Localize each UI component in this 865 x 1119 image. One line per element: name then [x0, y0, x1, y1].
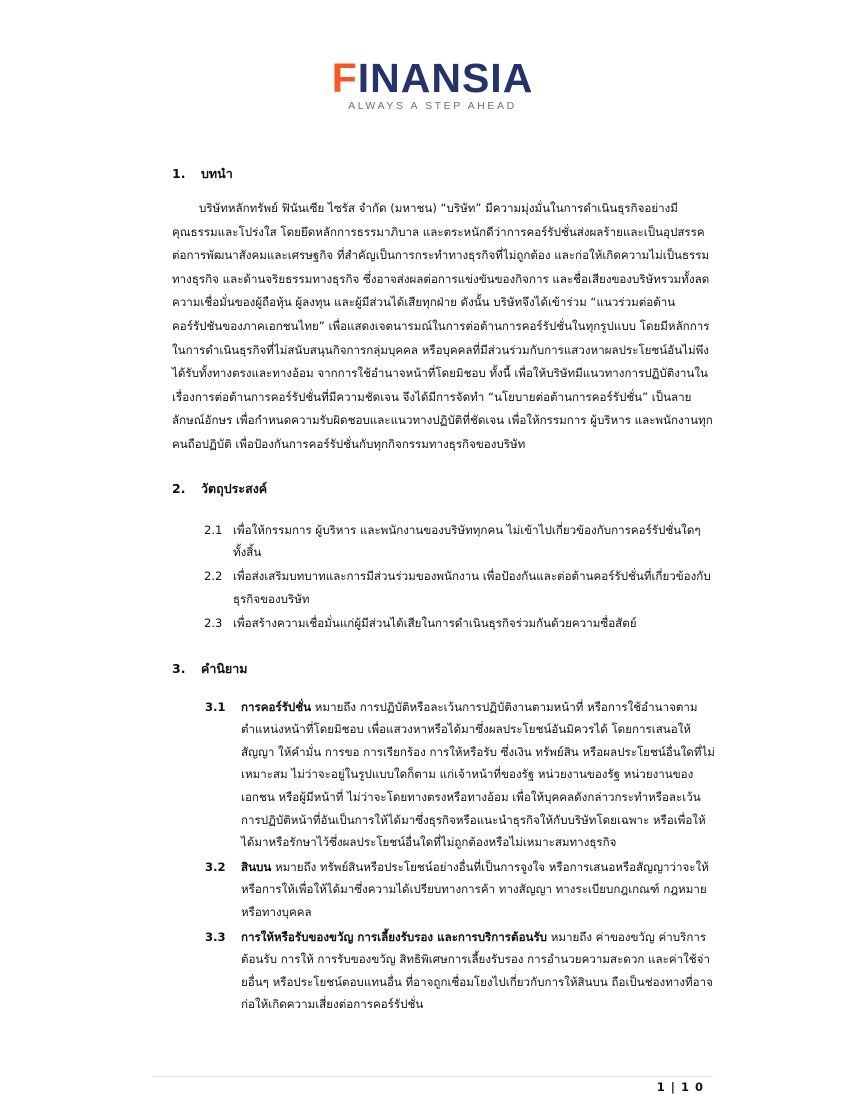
- section-heading: [172, 479, 717, 499]
- item-number: 3.2: [205, 859, 226, 874]
- definition-item: [172, 696, 717, 854]
- section-number: 1.: [172, 166, 186, 181]
- logo-wordmark-rest: INANSIA: [357, 55, 534, 101]
- definition-term: การคอร์รัปชั่น: [241, 699, 312, 714]
- item-text: เพื่อส่งเสริมบทบาทและการมีส่วนร่วมของพนักงาน เพื่อป้องกันและต่อต้านคอร์รัปชั่นที่เกี่ยวข้องกับธุรกิจของบริษัท: [233, 569, 711, 606]
- definition-term: การให้หรือรับของขวัญ การเลี้ยงรับรอง และการบริการต้อนรับ: [241, 929, 548, 944]
- footer-divider: [152, 1076, 713, 1077]
- item-text: เพื่อสร้างความเชื่อมั่นแก่ผู้มีส่วนได้เสียในการดำเนินธุรกิจร่วมกันด้วยความซื่อสัตย์: [233, 616, 637, 631]
- section-introduction: [172, 164, 717, 457]
- logo-wordmark: [0, 56, 865, 100]
- logo-accent-letter: F: [331, 55, 358, 101]
- item-number: 2.1: [204, 522, 223, 537]
- introduction-paragraph: บริษัทหลักทรัพย์ ฟินันเซีย ไซรัส จำกัด (มหาชน) “บริษัท” มีความมุ่งมั่นในการดำเนินธุรกิจอย่างมีคุณธรรมและโปร่งใส โดยยึดหลักการธรรมาภิบาล และตระหนักดีว่าการคอร์รัปชั่นส่งผลร้ายและเป็นอุปสรรคต่อการพัฒนาสังคมและเศรษฐกิจ ที่สำคัญเป็นการกระทำทางธุรกิจที่ไม่ถูกต้อง และก่อให้เกิดความไม่เป็นธรรมทางธุรกิจ และด้านจริยธรรมทางธุรกิจ ซึ่งอาจส่งผลต่อการแข่งขันของกิจการ และชื่อเสียงของบริษัทรวมทั้งลดความเชื่อมั่นของผู้ถือหุ้น ผู้ลงทุน และผู้มีส่วนได้เสียทุกฝ่าย ดังนั้น บริษัทจึงได้เข้าร่วม “แนวร่วมต่อต้านคอร์รัปชันของภาคเอกชนไทย” เพื่อแสดงเจตนารมณ์ในการต่อต้านการคอร์รัปชั่นในทุกรูปแบบ โดยมีหลักการในการดำเนินธุรกิจที่ไม่สนับสนุนกิจการกลุ่มบุคคล หรือบุคคลที่มีส่วนร่วมกับการแสวงหาผลประโยชน์อันไม่พึงได้รับทั้งทางตรงและทางอ้อม จากการใช้อำนาจหน้าที่โดยมิชอบ ทั้งนี้ เพื่อให้บริษัทมีแนวทางการปฏิบัติงานในเรื่องการต่อต้านการคอร์รัปชั่นที่มีความชัดเจน จึงได้มีการจัดทำ “นโยบายต่อต้านการคอร์รัปชั่น” เป็นลายลักษณ์อักษร เพื่อกำหนดความรับผิดชอบและแนวทางปฏิบัติที่ชัดเจน เพื่อให้กรรมการ ผู้บริหาร และพนักงานทุกคนถือปฏิบัติ เพื่อป้องกันการคอร์รัปชั่นกับทุกกิจกรรมทางธุรกิจของบริษัท: [172, 201, 713, 451]
- definition-item: [172, 856, 717, 924]
- item-number: 3.1: [205, 699, 226, 714]
- section-title: คำนิยาม: [201, 660, 248, 676]
- logo-tagline: ALWAYS A STEP AHEAD: [348, 100, 517, 112]
- definition-term: สินบน: [241, 859, 272, 874]
- objective-item: [172, 519, 717, 564]
- section-number: 2.: [172, 480, 186, 496]
- section-title: บทนำ: [201, 166, 233, 181]
- section-objectives: [172, 479, 717, 635]
- definition-item: [172, 926, 717, 1016]
- objective-item: [172, 565, 717, 610]
- section-heading: [172, 659, 717, 679]
- section-title: วัตถุประสงค์: [201, 480, 268, 496]
- item-number: 3.3: [205, 929, 226, 944]
- definition-text: หมายถึง ค่าของขวัญ ค่าบริการต้อนรับ การให้ การรับของขวัญ สิทธิพิเศษการเลี้ยงรับรอง การอำนวยความสะดวก และค่าใช้จ่ายอื่นๆ หรือประโยชน์ตอบแทนอื่น ที่อาจถูกเชื่อมโยงไปเกี่ยวกับการให้สินบน ถือเป็นช่องทางที่อาจก่อให้เกิดความเสี่ยงต่อการคอร์รัปชั่น: [241, 929, 713, 1012]
- objective-item: [172, 612, 717, 634]
- section-heading: [172, 164, 717, 184]
- document-body: [172, 164, 717, 1016]
- section-number: 3.: [172, 660, 186, 676]
- section-definitions: [172, 659, 717, 1016]
- item-number: 2.2: [204, 569, 223, 584]
- company-logo: [0, 56, 865, 112]
- definition-text: หมายถึง การปฏิบัติหรือละเว้นการปฏิบัติงานตามหน้าที่ หรือการใช้อำนาจตามตำแหน่งหน้าที่โดยมิชอบ เพื่อแสวงหาหรือได้มาซึ่งผลประโยชน์อันมิควรได้ โดยการเสนอให้ สัญญา ให้คำมั่น การขอ การเรียกร้อง การให้หรือรับ ซึ่งเงิน ทรัพย์สิน หรือผลประโยชน์อื่นใดที่ไม่เหมาะสม ไม่ว่าจะอยู่ในรูปแบบใดก็ตาม แก่เจ้าหน้าที่ของรัฐ หน่วยงานของรัฐ หน่วยงานของเอกชน หรือผู้มีหน้าที่ ไม่ว่าจะโดยทางตรงหรือทางอ้อม เพื่อให้บุคคลดังกล่าวกระทำหรือละเว้นการปฏิบัติหน้าที่อันเป็นการให้ได้มาซึ่งธุรกิจหรือแนะนำธุรกิจให้กับบริษัทโดยเฉพาะ หรือเพื่อให้ได้มาหรือรักษาไว้ซึ่งผลประโยชน์อื่นใดที่ไม่ถูกต้องหรือไม่เหมาะสมทางธุรกิจ: [241, 699, 715, 850]
- item-text: เพื่อให้กรรมการ ผู้บริหาร และพนักงานของบริษัททุกคน ไม่เข้าไปเกี่ยวข้องกับการคอร์รัปชั่นใดๆ ทั้งสิ้น: [233, 522, 701, 559]
- definition-text: หมายถึง ทรัพย์สินหรือประโยชน์อย่างอื่นที่เป็นการจูงใจ หรือการเสนอหรือสัญญาว่าจะให้ หรือการให้เพื่อให้ได้มาซึ่งความได้เปรียบทางการค้า ทางสัญญา ทางระเบียบกฎเกณฑ์ กฎหมาย หรือทางบุคคล: [241, 859, 709, 919]
- item-number: 2.3: [204, 616, 223, 631]
- page-number: 1 | 1 0: [656, 1080, 704, 1094]
